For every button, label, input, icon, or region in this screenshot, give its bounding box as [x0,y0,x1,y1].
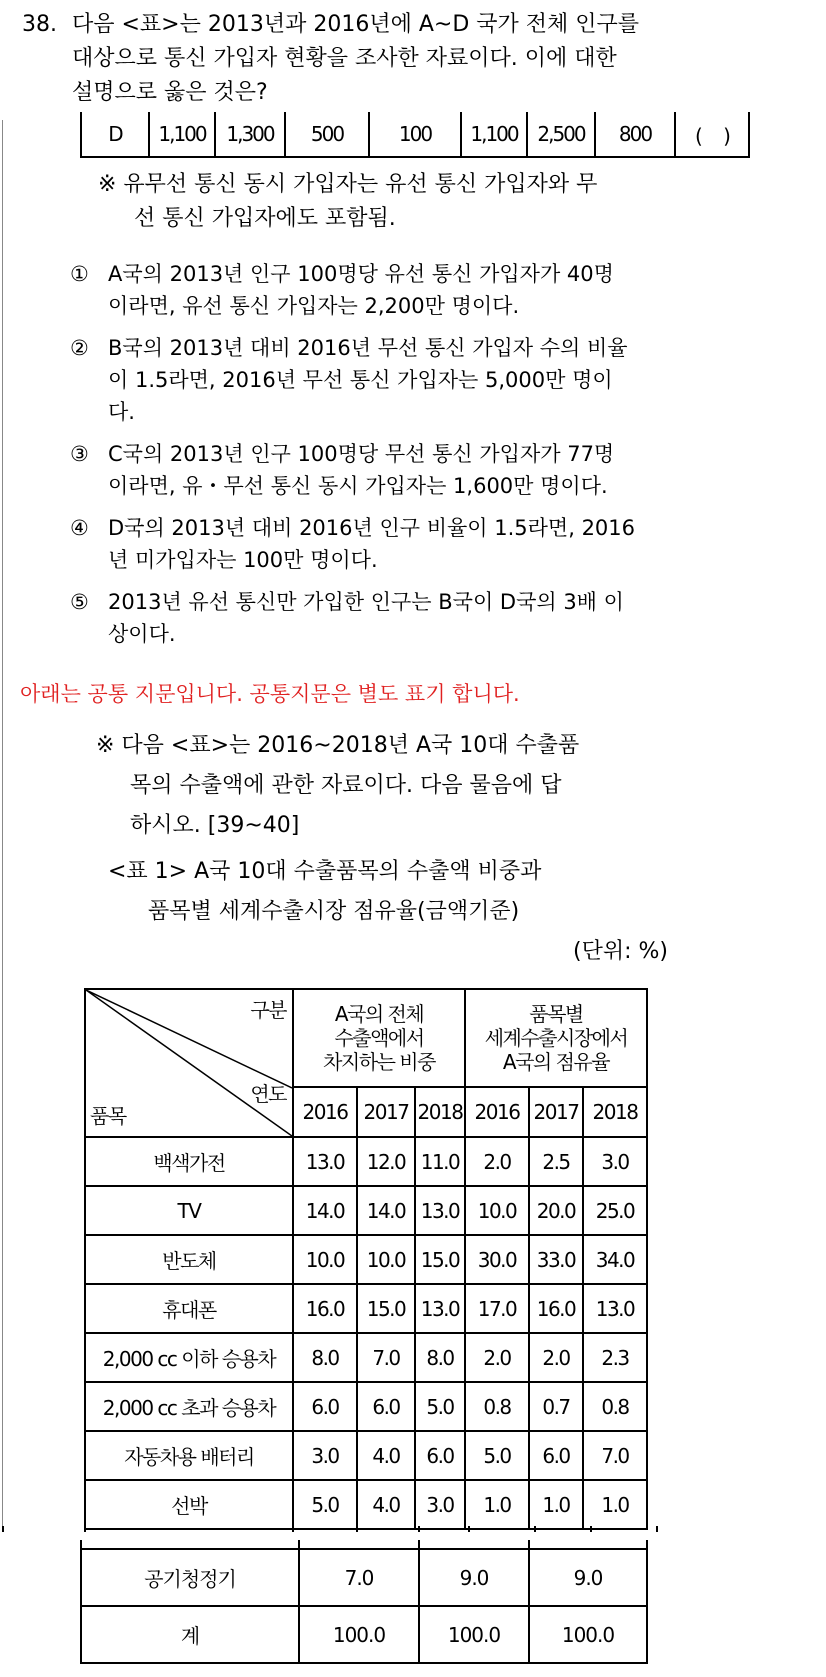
value-cell: 10.0 [357,1235,415,1284]
header-line: 세계수출시장에서 [484,1026,628,1050]
export-table [84,988,648,1530]
option-line: 이라면, 유・무선 통신 동시 가입자는 1,600만 명이다. [108,474,608,498]
corner-header [85,989,293,1137]
item-cell: 2,000 cc 초과 승용차 [85,1382,293,1431]
corner-label-category: 구분 [250,998,286,1022]
item-cell: 계 [81,1606,299,1663]
option-marker: ② [70,336,89,360]
year-header: 2017 [529,1087,583,1137]
item-cell: 자동차용 배터리 [85,1431,293,1480]
value-cell: 2.0 [465,1137,529,1186]
table-row [85,1137,647,1186]
option-marker: ① [70,262,89,286]
value-cell: 13.0 [293,1137,357,1186]
option-line: D국의 2013년 대비 2016년 인구 비율이 1.5라면, 2016 [108,516,636,540]
cell: D [81,112,149,157]
item-cell: 선박 [85,1480,293,1529]
table-note [98,168,778,236]
group-header-share [293,989,465,1087]
cell: ( ) [675,112,749,157]
item-cell: 휴대폰 [85,1284,293,1333]
passage-line: 하시오. [39~40] [130,813,300,838]
value-cell: 20.0 [529,1186,583,1235]
note-line: 선 통신 가입자에도 포함됨. [134,206,396,231]
value-cell: 0.8 [465,1382,529,1431]
value-cell: 100.0 [299,1606,419,1663]
value-cell: 13.0 [583,1284,647,1333]
table-row [85,1333,647,1382]
value-cell: 3.0 [583,1137,647,1186]
value-cell: 5.0 [465,1431,529,1480]
value-cell: 1.0 [465,1480,529,1529]
option-line: 이 1.5라면, 2016년 무선 통신 가입자는 5,000만 명이 [108,368,613,392]
option-line: 다. [108,400,135,424]
table-row [85,1186,647,1235]
export-table-continued [80,1540,648,1664]
passage-line: ※ 다음 <표>는 2016~2018년 A국 10대 수출품 [96,733,580,758]
table-break-marks [0,1526,680,1536]
value-cell: 2.0 [465,1333,529,1382]
cell: 500 [285,112,369,157]
value-cell: 7.0 [299,1549,419,1606]
value-cell: 5.0 [293,1480,357,1529]
tick [590,1526,592,1532]
common-passage [96,726,656,846]
value-cell: 14.0 [357,1186,415,1235]
answer-options [70,258,790,660]
value-cell: 8.0 [415,1333,465,1382]
table-row-total [81,1606,647,1663]
value-cell: 16.0 [293,1284,357,1333]
question-line: 다음 <표>는 2013년과 2016년에 A~D 국가 전체 인구를 [72,12,640,37]
option-line: B국의 2013년 대비 2016년 무선 통신 가입자 수의 비율 [108,336,628,360]
cell: 1,100 [149,112,215,157]
cell: 1,300 [215,112,285,157]
item-cell: 반도체 [85,1235,293,1284]
unit-label: (단위: %) [573,939,668,964]
value-cell: 0.7 [529,1382,583,1431]
common-passage-notice: 아래는 공통 지문입니다. 공통지문은 별도 표기 합니다. [20,682,520,706]
value-cell: 4.0 [357,1480,415,1529]
caption-line: 품목별 세계수출시장 점유율(금액기준) [148,899,520,924]
value-cell: 15.0 [357,1284,415,1333]
value-cell: 13.0 [415,1284,465,1333]
tick [468,1526,470,1532]
cell: 2,500 [527,112,595,157]
note-line: ※ 유무선 통신 동시 가입자는 유선 통신 가입자와 무 [98,172,598,197]
header-line: 차지하는 비중 [323,1050,435,1074]
left-margin-line [2,120,3,1530]
table-row [85,1284,647,1333]
table-row [85,1382,647,1431]
value-cell: 13.0 [415,1186,465,1235]
value-cell: 2.0 [529,1333,583,1382]
item-cell: 공기청정기 [81,1549,299,1606]
cell: 800 [595,112,675,157]
value-cell: 100.0 [419,1606,529,1663]
option-line: C국의 2013년 인구 100명당 무선 통신 가입자가 77명 [108,442,615,466]
cell [299,1540,419,1549]
year-header: 2016 [293,1087,357,1137]
value-cell: 10.0 [293,1235,357,1284]
value-cell: 12.0 [357,1137,415,1186]
year-header: 2018 [583,1087,647,1137]
value-cell: 7.0 [357,1333,415,1382]
item-cell: 백색가전 [85,1137,293,1186]
option-line: 상이다. [108,622,176,646]
value-cell: 6.0 [415,1431,465,1480]
year-header: 2016 [465,1087,529,1137]
question-line: 대상으로 통신 가입자 현황을 조사한 자료이다. 이에 대한 [72,46,617,71]
value-cell: 9.0 [419,1549,529,1606]
value-cell: 100.0 [529,1606,647,1663]
tick [292,1526,294,1532]
cell [529,1540,647,1549]
corner-label-item: 품목 [90,1104,126,1128]
year-header: 2017 [357,1087,415,1137]
value-cell: 6.0 [293,1382,357,1431]
subscriber-table-row-d [80,112,750,158]
option-marker: ③ [70,442,89,466]
question-line: 설명으로 옳은 것은? [72,80,268,105]
cell [81,1540,299,1549]
value-cell: 5.0 [415,1382,465,1431]
option-marker: ⑤ [70,590,89,614]
cell: 100 [369,112,461,157]
value-cell: 15.0 [415,1235,465,1284]
table-row [81,1549,647,1606]
table-caption [108,852,668,972]
question-number: 38. [22,12,57,37]
value-cell: 17.0 [465,1284,529,1333]
cell [419,1540,529,1549]
year-header: 2018 [415,1087,465,1137]
tick [418,1526,420,1532]
tick [2,1526,4,1532]
value-cell: 3.0 [415,1480,465,1529]
value-cell: 33.0 [529,1235,583,1284]
value-cell: 9.0 [529,1549,647,1606]
value-cell: 7.0 [583,1431,647,1480]
value-cell: 2.5 [529,1137,583,1186]
table-row [85,1480,647,1529]
header-line: 품목별 [529,1002,583,1026]
option-line: 2013년 유선 통신만 가입한 인구는 B국이 D국의 3배 이 [108,590,624,614]
header-line: 수출액에서 [334,1026,424,1050]
option-5[interactable] [70,586,790,650]
tick [84,1526,86,1532]
option-marker: ④ [70,516,89,540]
item-cell: 2,000 cc 이하 승용차 [85,1333,293,1382]
value-cell: 10.0 [465,1186,529,1235]
item-cell: TV [85,1186,293,1235]
value-cell: 8.0 [293,1333,357,1382]
tick [534,1526,536,1532]
value-cell: 1.0 [529,1480,583,1529]
value-cell: 16.0 [529,1284,583,1333]
tick [656,1526,658,1532]
header-line: A국의 전체 [334,1002,424,1026]
tick [356,1526,358,1532]
value-cell: 1.0 [583,1480,647,1529]
option-3[interactable] [70,438,790,502]
value-cell: 11.0 [415,1137,465,1186]
option-2[interactable] [70,332,790,428]
value-cell: 34.0 [583,1235,647,1284]
caption-line: <표 1> A국 10대 수출품목의 수출액 비중과 [108,859,542,884]
question-38 [22,8,802,110]
value-cell: 6.0 [357,1382,415,1431]
header-line: A국의 점유율 [502,1050,610,1074]
value-cell: 0.8 [583,1382,647,1431]
value-cell: 2.3 [583,1333,647,1382]
value-cell: 30.0 [465,1235,529,1284]
value-cell: 14.0 [293,1186,357,1235]
option-line: A국의 2013년 인구 100명당 유선 통신 가입자가 40명 [108,262,614,286]
option-1[interactable] [70,258,790,322]
group-header-market-share [465,989,647,1087]
table-row [85,1235,647,1284]
option-line: 년 미가입자는 100만 명이다. [108,548,378,572]
table-row [85,1431,647,1480]
value-cell: 4.0 [357,1431,415,1480]
option-4[interactable] [70,512,790,576]
value-cell: 6.0 [529,1431,583,1480]
value-cell: 3.0 [293,1431,357,1480]
value-cell: 25.0 [583,1186,647,1235]
cell: 1,100 [461,112,527,157]
passage-line: 목의 수출액에 관한 자료이다. 다음 물음에 답 [130,773,562,798]
corner-label-year: 연도 [250,1082,286,1106]
option-line: 이라면, 유선 통신 가입자는 2,200만 명이다. [108,294,520,318]
